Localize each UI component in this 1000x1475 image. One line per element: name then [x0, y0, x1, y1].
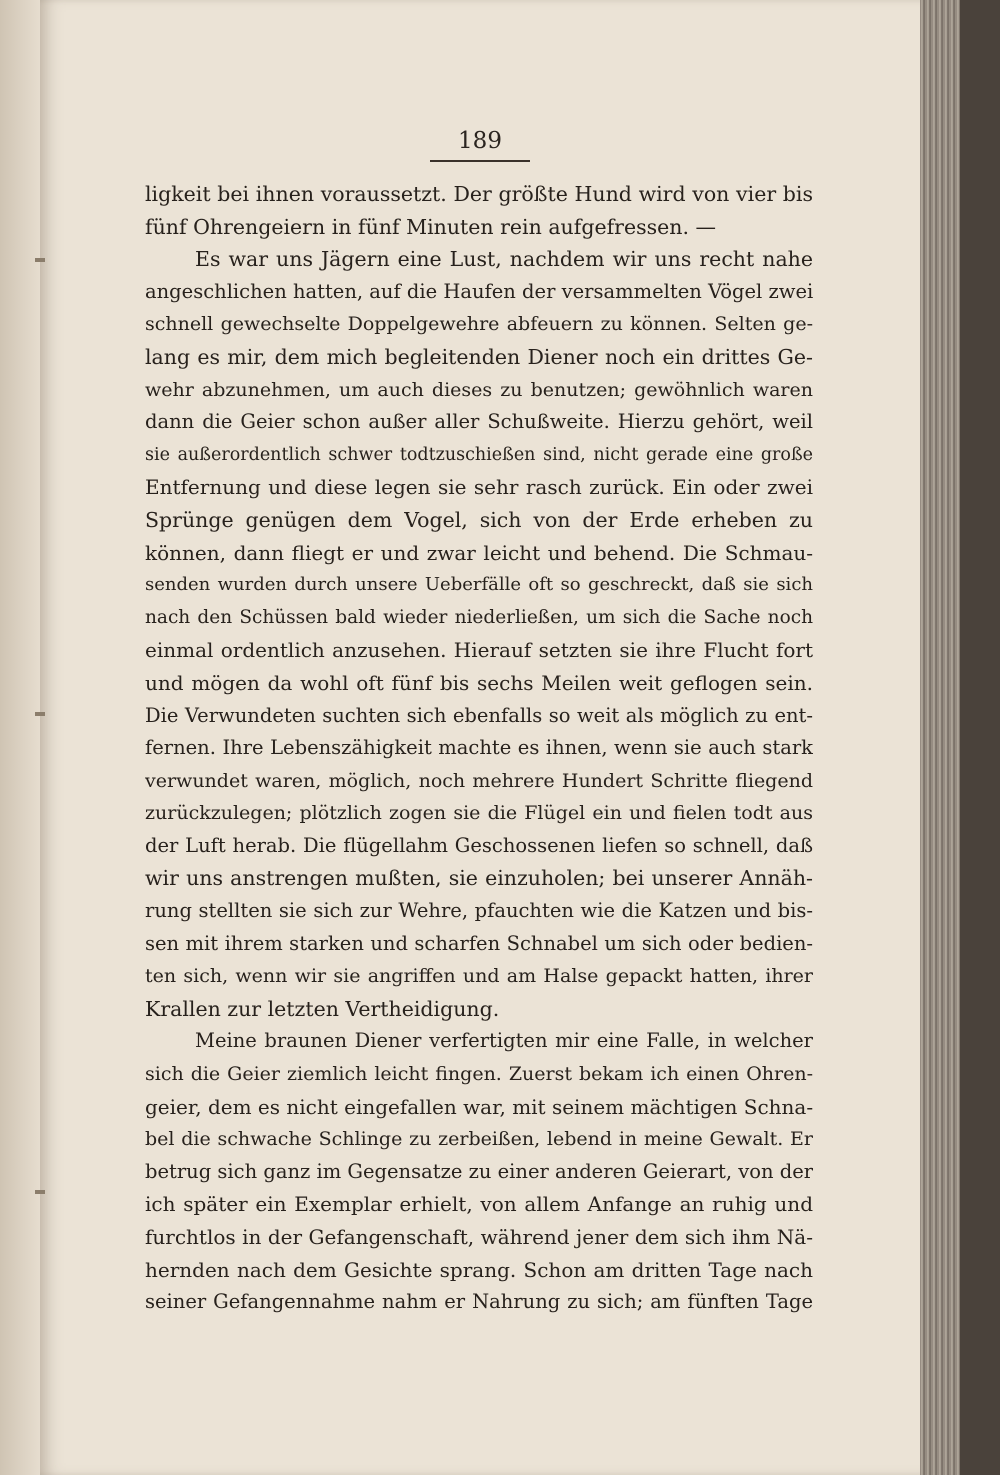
text-line: fernen. Ihre Lebenszähigkeit machte es ihnen, wenn sie auch stark: [145, 736, 813, 760]
text-line: wehr abzunehmen, um auch dieses zu benutzen; gewöhnlich waren: [145, 378, 813, 401]
text-line: furchtlos in der Gefangenschaft, während jener dem sich ihm Nä-: [145, 1225, 813, 1249]
text-line: angeschlichen hatten, auf die Haufen der versammelten Vögel zwei: [145, 279, 813, 303]
text-line: können, dann fliegt er und zwar leicht und behend. Die Schmau-: [145, 540, 813, 565]
body-text: [145, 178, 813, 1319]
text-line: fünf Ohrengeiern in fünf Minuten rein aufgefressen. —: [145, 214, 717, 239]
text-line: Entfernung und diese legen sie sehr rasch zurück. Ein oder zwei: [145, 475, 813, 500]
text-line: dann die Geier schon außer aller Schußweite. Hierzu gehört, weil: [145, 410, 813, 434]
text-line: sen mit ihrem starken und scharfen Schnabel um sich oder bedien-: [145, 931, 813, 955]
text-line: rung stellten sie sich zur Wehre, pfauchten wie die Katzen und bis-: [145, 899, 813, 923]
text-line: wir uns anstrengen mußten, sie einzuholen; bei unserer Annäh-: [145, 866, 813, 891]
text-line: bel die schwache Schlinge zu zerbeißen, lebend in meine Gewalt. Er: [145, 1128, 813, 1151]
text-line: geier, dem es nicht eingefallen war, mit seinem mächtigen Schna-: [145, 1094, 813, 1119]
text-line: betrug sich ganz im Gegensatze zu einer anderen Geierart, von der: [145, 1159, 813, 1183]
text-line: nach den Schüssen bald wieder niederließen, um sich die Sache noch: [145, 606, 813, 628]
text-line: Meine braunen Diener verfertigten mir eine Falle, in welcher: [195, 1029, 813, 1053]
text-line: einmal ordentlich anzusehen. Hierauf setzten sie ihre Flucht fort: [145, 638, 813, 663]
text-line: hernden nach dem Gesichte sprang. Schon am dritten Tage nach: [145, 1257, 813, 1282]
text-line: ten sich, wenn wir sie angriffen und am Halse gepackt hatten, ihrer: [145, 965, 813, 988]
facing-page-edge: [0, 0, 40, 1475]
page-number: 189: [458, 128, 502, 154]
text-line: verwundet waren, möglich, noch mehrere Hundert Schritte fliegend: [145, 769, 813, 792]
binding-mark: [35, 258, 45, 262]
binding-mark: [35, 712, 45, 716]
page-stack-edge: [920, 0, 960, 1475]
text-line: Die Verwundeten suchten sich ebenfalls so weit als möglich zu ent-: [145, 703, 813, 727]
text-line: senden wurden durch unsere Ueberfälle oft so geschreckt, daß sie sich: [145, 574, 813, 596]
text-line: sie außerordentlich schwer todtzuschießen sind, nicht gerade eine große: [145, 444, 813, 465]
text-line: der Luft herab. Die flügellahm Geschossenen liefen so schnell, daß: [145, 833, 813, 857]
text-line: ligkeit bei ihnen voraussetzt. Der größte Hund wird von vier bis: [145, 182, 813, 206]
text-line: schnell gewechselte Doppelgewehre abfeuern zu können. Selten ge-: [145, 313, 813, 336]
text-line: seiner Gefangennahme nahm er Nahrung zu sich; am fünften Tage: [145, 1290, 813, 1314]
text-line: Krallen zur letzten Vertheidigung.: [145, 996, 500, 1021]
text-line: und mögen da wohl oft fünf bis sechs Meilen weit geflogen sein.: [145, 670, 813, 695]
text-line: Sprünge genügen dem Vogel, sich von der Erde erheben zu: [145, 507, 813, 532]
page-number-rule: [430, 160, 530, 162]
text-line: zurückzulegen; plötzlich zogen sie die Flügel ein und fielen todt aus: [145, 802, 813, 825]
text-line: sich die Geier ziemlich leicht fingen. Zuerst bekam ich einen Ohren-: [145, 1063, 813, 1086]
text-line: ich später ein Exemplar erhielt, von allem Anfange an ruhig und: [145, 1192, 813, 1217]
text-line: Es war uns Jägern eine Lust, nachdem wir uns recht nahe: [195, 247, 813, 272]
binding-mark: [35, 1190, 45, 1194]
text-line: lang es mir, dem mich begleitenden Diener noch ein drittes Ge-: [145, 344, 813, 369]
